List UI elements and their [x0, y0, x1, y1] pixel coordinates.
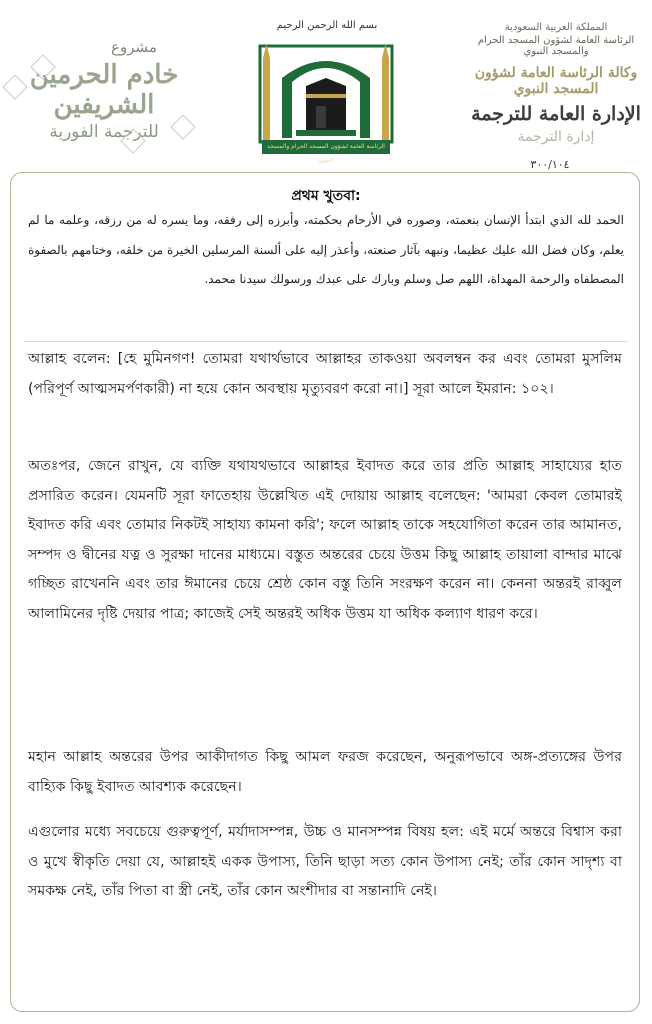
logo-custodian-name: خادم الحرمين الشريفين — [29, 60, 179, 120]
logo-translation-admin: الإدارة العامة للترجمة — [471, 103, 641, 125]
agency-logo — [462, 22, 650, 168]
sermon-paragraph: এগুলোর মধ্যে সবচেয়ে গুরুত্বপূর্ণ, মর্যাদাসম্পন্ন, উচ্চ ও মানসম্পন্ন বিষয় হল: এই মর্মে অন্তরে বিশ্বাস করা ও মুখে স্বীকৃতি দেয়া যে, আল্লাহই একক উপাস্য, তিনি ছাড়া সত্য কোন উপাস্য নেই; তাঁর কোন সাদৃশ্য বা সমকক্ষ নেই, তাঁর পিতা বা স্ত্রী নেই, তাঁর কোন অংশীদার বা সন্তানাদি নেই। — [28, 824, 622, 899]
logo-translation-word: للترجمة الفورية — [49, 122, 159, 142]
section-divider — [24, 341, 628, 342]
sermon-paragraph: আল্লাহ বলেন: [হে মুমিনগণ! তোমরা যথার্থভাবে আল্লাহর তাকওয়া অবলম্বন কর এবং তোমরা মুসলিম (পরিপূর্ণ আত্মসমর্পণকারী) না হয়ে কোন অবস্থায় মৃত্যুবরণ করো না।] সূরা আলে ইমরান: ১০২। — [28, 351, 622, 397]
logo-agency: وكالة الرئاسة العامة لشؤون المسجد النبوي — [474, 65, 638, 97]
basmala-text: بسم الله الرحمن الرحيم — [276, 20, 378, 31]
emblem-caption: الرئاسة العامة لشؤون المسجد الحرام والمسجد النبوي — [262, 140, 390, 154]
sermon-paragraph: মহান আল্লাহ অন্তরের উপর আকীদাগত কিছু আমল ফরজ করেছেন, অনুরূপভাবে অঙ্গ-প্রত্যঙ্গের উপর বাহ্যিক কিছু ইবাদত আবশ্যক করেছেন। — [28, 749, 622, 795]
document-number: ٣٠٠/١٠٤ — [530, 158, 570, 171]
sermon-paragraph: অতঃপর, জেনে রাখুন, যে ব্যক্তি যথাযথভাবে আল্লাহর ইবাদত করে তার প্রতি আল্লাহ সাহায্যের হাত প্রসারিত করেন। যেমনটি সূরা ফাতেহায় উল্লেখিত এই দোয়ায় আল্লাহ বলেছেন: 'আমরা কেবল তোমারই ইবাদত করি এবং তোমার নিকটই সাহায্য কামনা করি'; ফলে আল্লাহ তাকে সহযোগিতা করেন তার আমানত, সম্পদ ও দ্বীনের যত্ন ও সুরক্ষা দানের মাধ্যমে। বস্তুত অন্তরের চেয়ে উত্তম কিছু আল্লাহ তায়ালা বান্দার মাঝে গচ্ছিত রাখেননি এবং তার ঈমানের চেয়ে শ্রেষ্ঠ কোন বস্তু তিনি সংরক্ষণ করেন না। কেননা অন্তরই রাব্বুল আলামিনের দৃষ্টি দেয়ার পাত্র; কাজেই সেই অন্তরই অধিক উত্তম যা অধিক কল্যাণ ধারণ করে। — [28, 458, 622, 622]
kaaba-mosque-icon — [258, 38, 394, 156]
presidency-emblem — [258, 20, 396, 164]
project-logo — [4, 38, 204, 148]
logo-kingdom: المملكة العربية السعودية — [504, 22, 608, 33]
logo-translation-dept: إدارة الترجمة — [517, 129, 595, 145]
sermon-title: প্রথম খুতবা: — [291, 188, 361, 204]
arabic-introduction: الحمد لله الذي ابتدأ الإنسان بنعمته، وصوره في الأرحام بحكمته، وأبرزه إلى رفقه، وما يسره له من رزقه، وعلمه ما لم يعلم، وكان فضل الله عليك عظيما، ونبهه بآثار صنعته، وأعذر إليه على ألسنة المرسلين الخيرة من خلقه، وختامهم بالصفوة المصطفاه والرحمة المهداة، اللهم صل وسلم وبارك على عبدك ورسولك سيدنا محمد. — [28, 213, 624, 286]
logo-presidency: الرئاسة العامة لشؤون المسجد الحرام والمسجد النبوي — [477, 35, 635, 57]
page-header — [0, 0, 652, 170]
logo-project-word: مشروع — [111, 38, 157, 56]
